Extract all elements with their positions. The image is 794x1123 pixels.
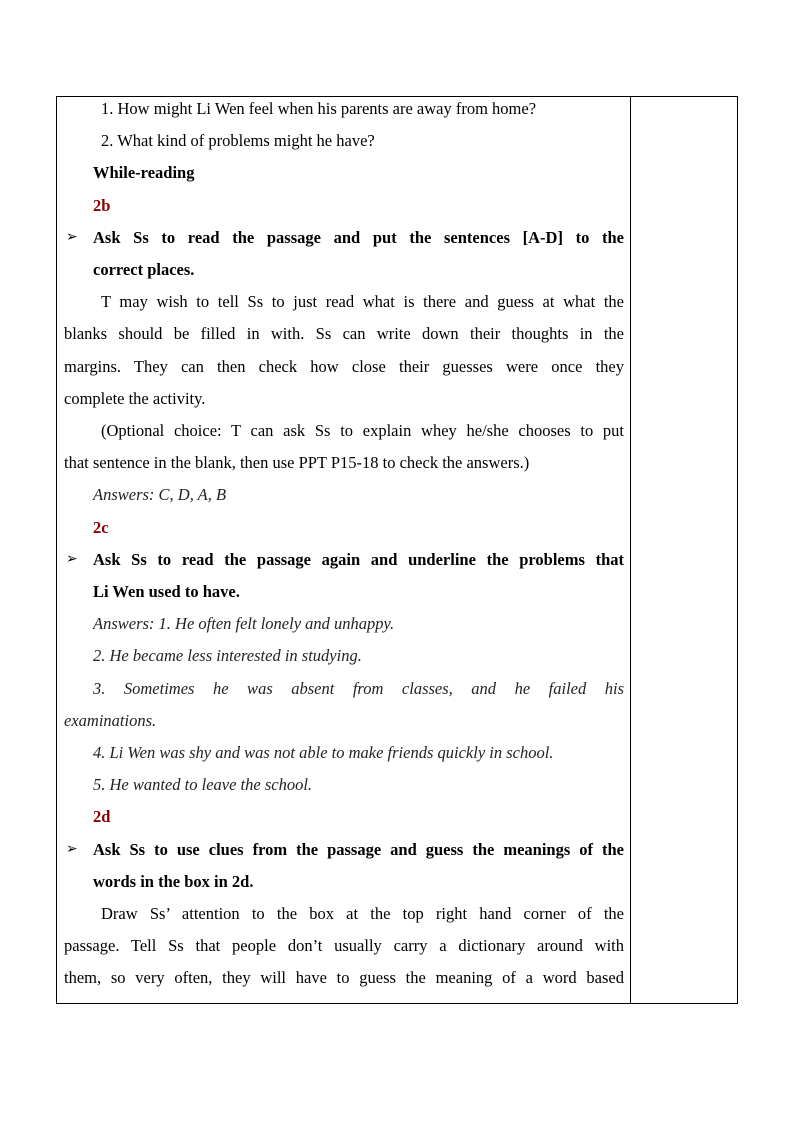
- task-2d-line-2: words in the box in 2d.: [93, 872, 254, 891]
- task-2d-line-1: Ask Ss to use clues from the passage and guess the meanings of the: [93, 840, 624, 859]
- arrow-bullet-icon: ➢: [66, 842, 78, 857]
- para-2d-line-2: passage. Tell Ss that people don’t usually carry a dictionary around with: [64, 936, 624, 955]
- answers-2c-line-4: examinations.: [64, 711, 157, 730]
- para-2d-line-1: Draw Ss’ attention to the box at the top right hand corner of the: [101, 904, 624, 923]
- optional-2b-line-1: (Optional choice: T can ask Ss to explain whey he/she chooses to put: [101, 421, 624, 440]
- lesson-plan-table: [56, 96, 738, 1004]
- section-label-2d: 2d: [93, 807, 111, 826]
- task-2b-line-2: correct places.: [93, 260, 195, 279]
- para-2d-line-3: them, so very often, they will have to guess the meaning of a word based: [64, 968, 624, 987]
- para-2b-line-4: complete the activity.: [64, 389, 206, 408]
- section-label-2b: 2b: [93, 196, 111, 215]
- para-2b-line-3: margins. They can then check how close their guesses were once they: [64, 357, 624, 376]
- para-2b-line-2: blanks should be filled in with. Ss can write down their thoughts in the: [64, 324, 624, 343]
- answers-2c-line-2: 2. He became less interested in studying.: [93, 646, 362, 665]
- answers-2c-line-1: Answers: 1. He often felt lonely and unhappy.: [93, 614, 395, 633]
- section-heading-while-reading: While-reading: [93, 163, 195, 182]
- answers-2b: Answers: C, D, A, B: [93, 485, 227, 504]
- main-cell: [57, 97, 630, 1003]
- arrow-bullet-icon: ➢: [66, 230, 78, 245]
- arrow-bullet-icon: ➢: [66, 552, 78, 567]
- answers-2c-line-6: 5. He wanted to leave the school.: [93, 775, 313, 794]
- task-2b-line-1: Ask Ss to read the passage and put the sentences [A-D] to the: [93, 228, 624, 247]
- task-2c-line-1: Ask Ss to read the passage again and underline the problems that: [93, 550, 624, 569]
- optional-2b-line-2: that sentence in the blank, then use PPT P15-18 to check the answers.): [64, 453, 530, 472]
- task-2c-line-2: Li Wen used to have.: [93, 582, 240, 601]
- pre-question-2: 2. What kind of problems might he have?: [101, 131, 375, 150]
- side-notes-cell: [631, 97, 737, 1003]
- pre-question-1: 1. How might Li Wen feel when his parents are away from home?: [101, 99, 537, 118]
- answers-2c-line-5: 4. Li Wen was shy and was not able to make friends quickly in school.: [93, 743, 554, 762]
- answers-2c-line-3: 3. Sometimes he was absent from classes, and he failed his: [93, 679, 624, 698]
- para-2b-line-1: T may wish to tell Ss to just read what is there and guess at what the: [101, 292, 624, 311]
- section-label-2c: 2c: [93, 518, 109, 537]
